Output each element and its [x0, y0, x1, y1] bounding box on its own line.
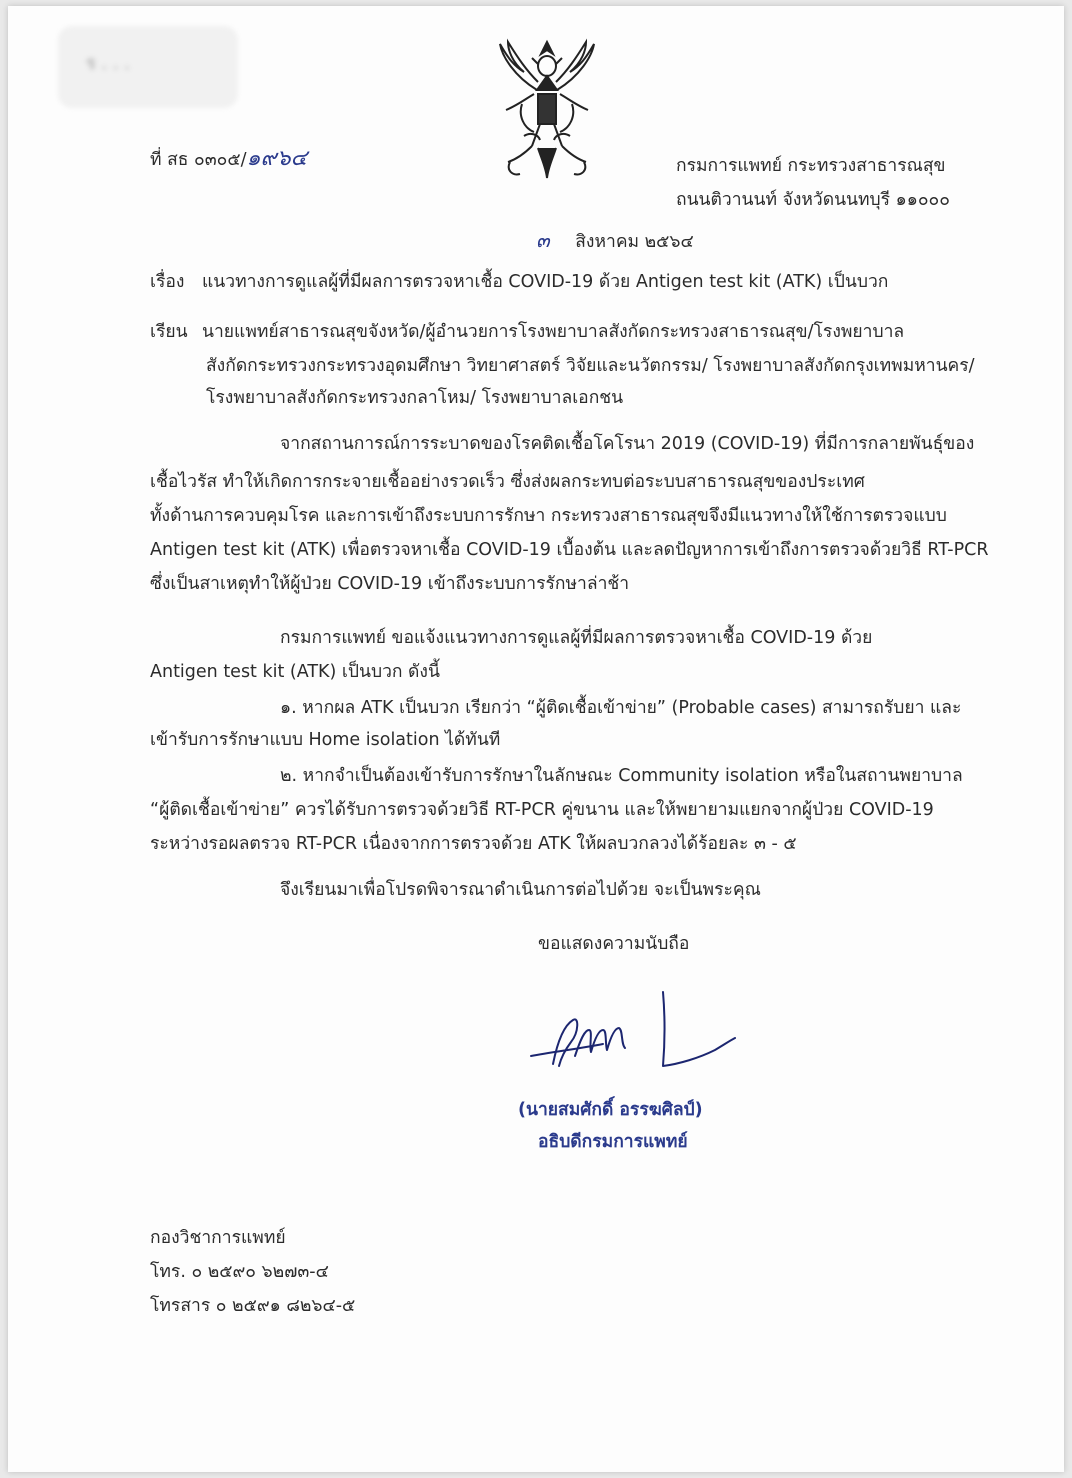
closing-line: จึงเรียนมาเพื่อโปรดพิจารณาดำเนินการต่อไปด้วย จะเป็นพระคุณ [280, 880, 761, 900]
fax-number: โทรสาร ๐ ๒๕๙๑ ๘๒๖๔-๕ [150, 1296, 356, 1316]
redacted-stamp [58, 26, 238, 108]
list-item-line: ๒. หากจำเป็นต้องเข้ารับการรักษาในลักษณะ Community isolation หรือในสถานพยาบาล [280, 766, 963, 786]
reference-prefix: ที่ สธ ๐๓๐๕/ [150, 150, 247, 170]
addressee-line: นายแพทย์สาธารณสุขจังหวัด/ผู้อำนวยการโรงพยาบาลสังกัดกระทรวงสาธารณสุข/โรงพยาบาล [202, 322, 905, 342]
letter-page [8, 6, 1064, 1472]
org-address: ถนนติวานนท์ จังหวัดนนทบุรี ๑๑๐๐๐ [676, 190, 950, 210]
signer-name: (นายสมศักดิ์ อรรฆศิลป์) [518, 1100, 703, 1120]
division-name: กองวิชาการแพทย์ [150, 1228, 286, 1248]
addressee-label: เรียน [150, 322, 188, 342]
signer-title: อธิบดีกรมการแพทย์ [538, 1132, 688, 1152]
garuda-emblem-icon [494, 36, 600, 186]
redacted-text: ร . . . [86, 53, 130, 74]
paragraph-line: Antigen test kit (ATK) เพื่อตรวจหาเชื้อ COVID-19 เบื้องต้น และลดปัญหาการเข้าถึงการตรวจด้วยวิธี RT-PCR [150, 540, 989, 560]
subject-text: แนวทางการดูแลผู้ที่มีผลการตรวจหาเชื้อ COVID-19 ด้วย Antigen test kit (ATK) เป็นบวก [202, 272, 889, 292]
paragraph-line: กรมการแพทย์ ขอแจ้งแนวทางการดูแลผู้ที่มีผลการตรวจหาเชื้อ COVID-19 ด้วย [280, 628, 873, 648]
subject-label: เรื่อง [150, 272, 185, 292]
paragraph-line: จากสถานการณ์การระบาดของโรคติดเชื้อโคโรนา 2019 (COVID-19) ที่มีการกลายพันธุ์ของ [280, 434, 975, 454]
addressee-line: สังกัดกระทรวงกระทรวงอุดมศึกษา วิทยาศาสตร์ วิจัยและนวัตกรรม/ โรงพยาบาลสังกัดกรุงเทพมหานคร/ [206, 356, 975, 376]
letter-date [536, 228, 694, 253]
list-item-line: ๑. หากผล ATK เป็นบวก เรียกว่า “ผู้ติดเชื้อเข้าข่าย” (Probable cases) สามารถรับยา และ [280, 698, 962, 718]
paragraph-line: ซึ่งเป็นสาเหตุทำให้ผู้ป่วย COVID-19 เข้าถึงระบบการรักษาล่าช้า [150, 574, 630, 594]
reference-number [150, 146, 307, 172]
list-item-line: “ผู้ติดเชื้อเข้าข่าย” ควรได้รับการตรวจด้วยวิธี RT-PCR คู่ขนาน และให้พยายามแยกจากผู้ป่วย COVID-19 [150, 800, 934, 820]
paragraph-line: ทั้งด้านการควบคุมโรค และการเข้าถึงระบบการรักษา กระทรวงสาธารณสุขจึงมีแนวทางให้ใช้การตรวจแบบ [150, 506, 947, 526]
org-name: กรมการแพทย์ กระทรวงสาธารณสุข [676, 156, 946, 176]
reference-handwritten-number: ๑๙๖๔ [246, 146, 308, 171]
phone-number: โทร. ๐ ๒๕๙๐ ๖๒๗๓-๔ [150, 1262, 329, 1282]
handwritten-signature [523, 986, 753, 1086]
paragraph-line: เชื้อไวรัส ทำให้เกิดการกระจายเชื้ออย่างรวดเร็ว ซึ่งส่งผลกระทบต่อระบบสาธารณสุขของประเทศ [150, 472, 865, 492]
list-item-line: เข้ารับการรักษาแบบ Home isolation ได้ทันที [150, 730, 501, 750]
list-item-line: ระหว่างรอผลตรวจ RT-PCR เนื่องจากการตรวจด้วย ATK ให้ผลบวกลวงได้ร้อยละ ๓ - ๕ [150, 834, 797, 854]
paragraph-line: Antigen test kit (ATK) เป็นบวก ดังนี้ [150, 662, 440, 682]
addressee-line: โรงพยาบาลสังกัดกระทรวงกลาโหม/ โรงพยาบาลเอกชน [206, 388, 624, 408]
regards: ขอแสดงความนับถือ [538, 934, 690, 954]
date-day-handwritten: ๓ [536, 228, 550, 252]
date-month-year: สิงหาคม ๒๕๖๔ [575, 232, 694, 252]
